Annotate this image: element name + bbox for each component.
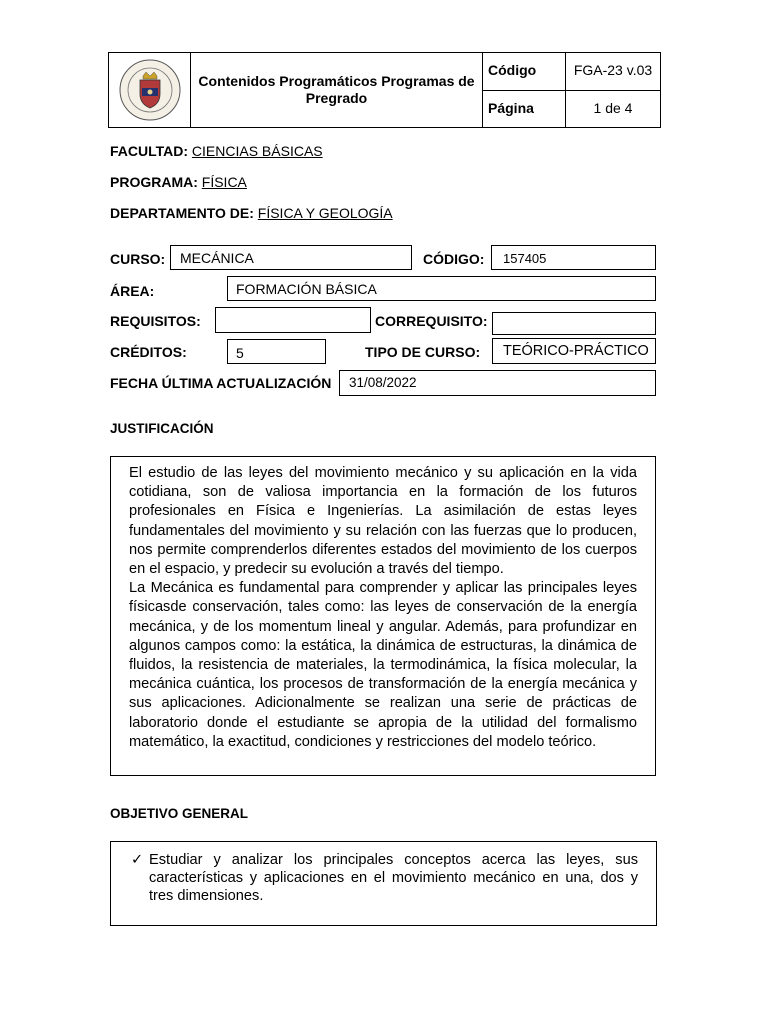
departamento-value: FÍSICA Y GEOLOGÍA [257, 205, 393, 221]
code-label: Código [488, 62, 537, 78]
tipo-field [492, 338, 656, 364]
departamento-row [110, 205, 393, 221]
departamento-label: DEPARTAMENTO DE: [110, 205, 254, 221]
justificacion-paragraph: El estudio de las leyes del movimiento mecánico y su aplicación en la vida cotidiana, son de valiosa importancia en la formación de los futuros profesionales en Física e Ingenierías. La asimilación de estas leyes fundamentales del movimiento y su relación con las fuerzas que lo producen, nos permite comprenderlos diferentes estados del movimiento de los cuerpos en el espacio, y predecir su evolución a través del tiempo. [129, 465, 637, 578]
area-label: ÁREA: [110, 283, 155, 299]
curso-field [170, 245, 412, 270]
codigo-field [491, 245, 656, 270]
page-label: Página [488, 100, 534, 116]
title-cell [191, 53, 483, 127]
tipo-label: TIPO DE CURSO: [365, 344, 481, 360]
objetivo-heading: OBJETIVO GENERAL [110, 806, 249, 821]
tipo-row-label [365, 344, 480, 360]
objetivo-item-text: Estudiar y analizar los principales conceptos acerca las leyes, sus características y aplicaciones en el movimiento mecánico en una, dos y tres dimensiones. [149, 852, 638, 904]
objetivo-box [110, 841, 657, 926]
page-value: 1 de 4 [593, 100, 633, 116]
programa-row [110, 174, 247, 190]
university-seal-icon [118, 58, 182, 122]
programa-label: PROGRAMA: [110, 174, 198, 190]
justificacion-heading: JUSTIFICACIÓN [110, 421, 214, 436]
creditos-label: CRÉDITOS: [110, 344, 187, 360]
logo-cell [109, 53, 191, 127]
codigo-value: 157405 [503, 251, 547, 266]
fecha-value: 31/08/2022 [349, 375, 417, 390]
checkmark-icon: ✓ [131, 852, 144, 868]
facultad-value: CIENCIAS BÁSICAS [191, 143, 323, 159]
creditos-field [227, 339, 326, 364]
objetivo-item [133, 851, 638, 905]
facultad-label: FACULTAD: [110, 143, 189, 159]
curso-label: CURSO: [110, 251, 166, 267]
tipo-value: TEÓRICO-PRÁCTICO [503, 343, 649, 359]
correquisito-label: CORREQUISITO: [375, 313, 488, 329]
document-header-table [108, 52, 661, 128]
programa-value: FÍSICA [201, 174, 247, 190]
requisitos-label: REQUISITOS: [110, 313, 201, 329]
requisitos-field [215, 307, 371, 333]
area-value: FORMACIÓN BÁSICA [236, 281, 377, 297]
justificacion-box [110, 456, 656, 776]
document-title: Contenidos Programáticos Programas de Pregrado [198, 73, 475, 106]
justificacion-paragraph: La Mecánica es fundamental para comprender y aplicar las principales leyes físicasde conservación, tales como: las leyes de conservación de la energía mecánica, y de los momentum lineal y angular. Además, para profundizar en algunos campos como: la estática, la dinámica de estructuras, la dinámica de fluidos, la resistencia de materiales, la termodinámica, la física molecular, la mecánica cuántica, los procesos de transformación de la energía mecánica y sus aplicaciones. Adicionalmente se realizan una serie de prácticas de laboratorio donde el estudiante se apropia de la utilidad del formalismo matemático, la exactitud, condiciones y restricciones del modelo teórico. [129, 580, 637, 750]
curso-value: MECÁNICA [180, 250, 254, 266]
codigo-label: CÓDIGO: [423, 251, 485, 267]
fecha-field [339, 370, 656, 396]
creditos-value: 5 [236, 345, 244, 361]
area-field [227, 276, 656, 301]
correquisito-field [492, 312, 656, 335]
fecha-label: FECHA ÚLTIMA ACTUALIZACIÓN [110, 375, 332, 391]
code-value: FGA-23 v.03 [573, 62, 653, 78]
facultad-row [110, 143, 323, 159]
